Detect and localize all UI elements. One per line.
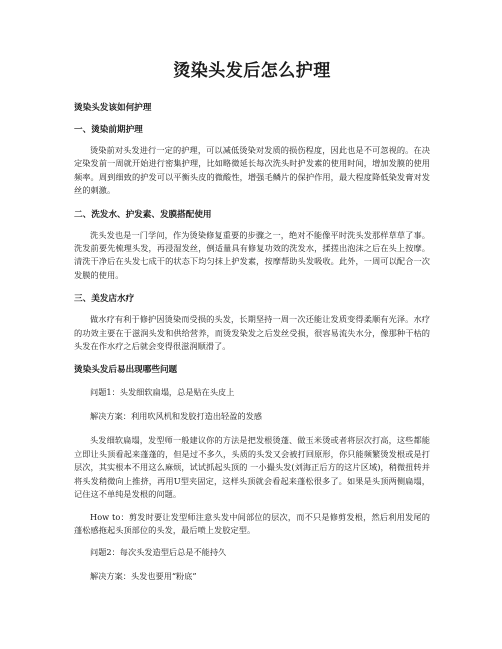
subheading-wash-products: 二、洗发水、护发素、发膜搭配使用: [74, 209, 212, 220]
paragraph-wash-products: 洗头发也是一门学问，作为烫染修复重要的步骤之一，绝对不能像平时洗头发那样草草了事。洗发前要先梳理头发，再浸湿发丝，倒适量具有修复功效的洗发水，揉搓出泡沫之后在头上按摩。清洗干净后在头发七成干的状态下均匀抹上护发素，按摩帮助头发吸收。此外，一周可以配合一次发膜的使用。: [74, 229, 430, 280]
subheading-salon-spa: 三、美发店水疗: [74, 294, 135, 305]
paragraph-how-to: How to：剪发时要让发型师注意头发中间部位的层次，而不只是修剪发根，然后利用发尾的蓬松感拖起头顶部位的头发，最后喷上发胶定型。: [74, 511, 430, 535]
paragraph-pre-care: 烫染前对头发进行一定的护理，可以减低烫染对发质的损伤程度，因此也是不可忽视的。在决定染发前一周就开始进行密集护理，比如略微延长每次洗头时护发素的使用时间，增加发膜的使用频率。周到细致的护发可以平衡头皮的微酸性，增强毛鳞片的保护作用，最大程度降低染发膏对发丝的刺激。: [74, 145, 430, 196]
paragraph-problem-1: 头发细软扁塌，发型师一般建议你的方法是把发根烫蓬、做玉米烫或者将层次打高，这些都能立即让头顶看起来蓬蓬的，但是过不多久，头质的头发又会被打回原形，你只能频繁烫发根或是打层次，其实根本不用这么麻烦，试试抓起头顶的 一小撮头发(刘海正后方的这片区域)，稍微扭转并将头发稍微向上推挤，再用U型夹固定，这样头顶就会看起来蓬松很多了。如果是头顶两侧扁塌，记住这不单纯是发根的问题。: [74, 435, 430, 500]
section-heading-care: 烫染头发该如何护理: [74, 103, 152, 113]
problem-1: 问题1：头发细软扁塌，总是贴在头皮上: [90, 387, 235, 398]
section-heading-problems: 烫染头发后易出现哪些问题: [74, 365, 178, 376]
subheading-pre-care: 一、烫染前期护理: [74, 125, 143, 135]
solution-2: 解决方案：头发也要用“粉底”: [90, 571, 197, 582]
problem-2: 问题2：每次头发造型后总是不能持久: [90, 547, 227, 558]
solution-1: 解决方案：利用吹风机和发胶打造出轻盈的发感: [90, 411, 262, 422]
paragraph-salon-spa: 做水疗有利于修护因烫染而受损的头发，长期坚持一周一次还能让发质变得柔顺有光泽。水疗的功效主要在于滋润头发和供给营养，而烫发染发之后发丝受损，很容易流失水分，像那种干枯的头发在作水疗之后就会变得很滋润顺滑了。: [74, 314, 430, 352]
document-title: 烫染头发后怎么护理: [173, 61, 331, 81]
